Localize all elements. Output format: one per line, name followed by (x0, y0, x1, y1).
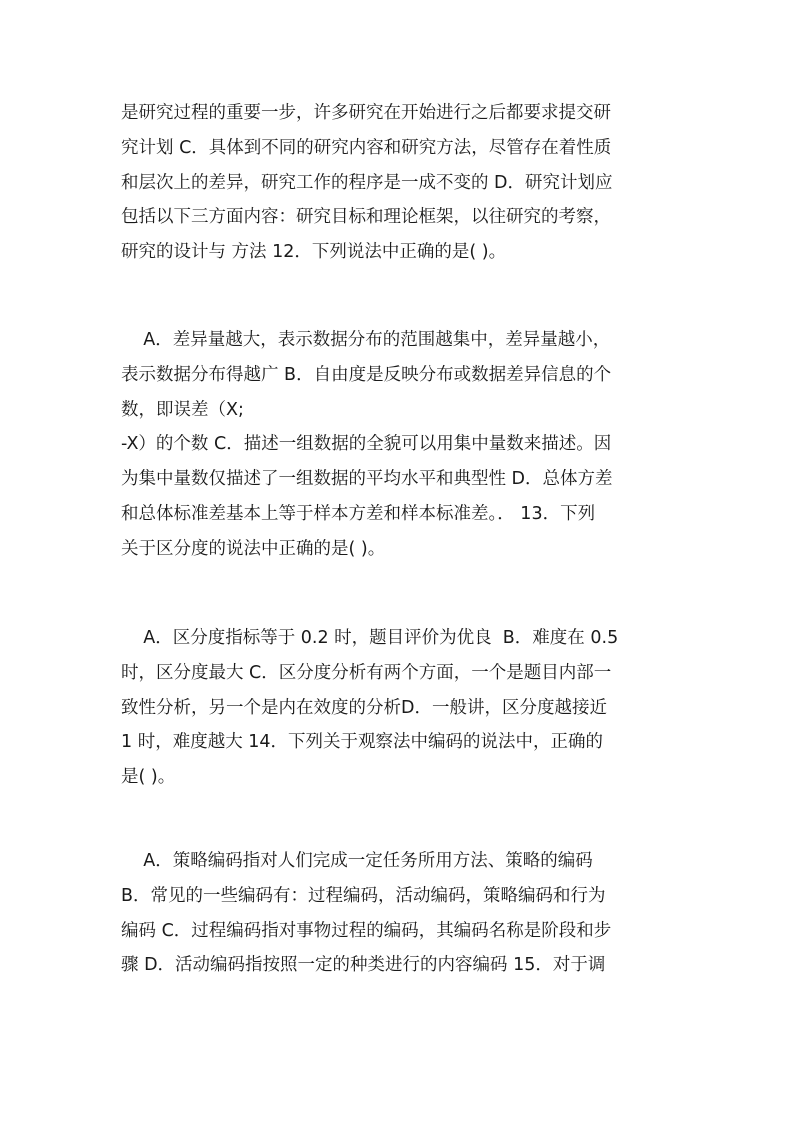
text-line: 究计划 C．具体到不同的研究内容和研究方法，尽管存在着性质 (121, 137, 612, 158)
text-line: 和总体标准差基本上等于样本方差和样本标准差。． 13．下列 (121, 503, 596, 524)
paragraph-4 (121, 844, 681, 983)
text-line: A．区分度指标等于 0.2 时，题目评价为优良 B．难度在 0.5 (121, 628, 619, 648)
paragraph-3 (121, 621, 681, 795)
text-line: A．差异量越大，表示数据分布的范围越集中，差异量越小， (121, 330, 611, 350)
text-line: 包括以下三方面内容：研究目标和理论框架，以往研究的考察， (121, 207, 611, 228)
text-line: 致性分析，另一个是内在效度的分析D．一般讲，区分度越接近 (121, 697, 607, 718)
text-line: 研究的设计与 方法 12．下列说法中正确的是( )。 (121, 242, 507, 263)
text-line: -X）的个数 C．描述一组数据的全貌可以用集中量数来描述。因 (121, 434, 612, 455)
text-line: 编码 C．过程编码指对事物过程的编码，其编码名称是阶段和步 (121, 920, 612, 941)
text-line: 1 时，难度越大 14．下列关于观察法中编码的说法中，正确的 (121, 732, 604, 753)
paragraph-2 (121, 323, 681, 567)
text-line: 数，即误差（X; (121, 399, 244, 420)
text-line: 是( )。 (121, 767, 176, 788)
text-line: 关于区分度的说法中正确的是( )。 (121, 538, 386, 559)
text-line: A．策略编码指对人们完成一定任务所用方法、策略的编码 (121, 851, 593, 871)
text-line: 是研究过程的重要一步，许多研究在开始进行之后都要求提交研 (121, 103, 611, 123)
text-line: 和层次上的差异，研究工作的程序是一成不变的 D．研究计划应 (121, 172, 613, 193)
text-line: 骤 D．活动编码指按照一定的种类进行的内容编码 15．对于调 (121, 955, 606, 976)
text-line: B．常见的一些编码有：过程编码，活动编码，策略编码和行为 (121, 885, 606, 906)
paragraph-1 (121, 96, 681, 270)
text-line: 为集中量数仅描述了一组数据的平均水平和典型性 D．总体方差 (121, 469, 613, 490)
text-line: 表示数据分布得越广 B．自由度是反映分布或数据差异信息的个 (121, 364, 612, 385)
text-line: 时，区分度最大 C．区分度分析有两个方面，一个是题目内部一 (121, 662, 612, 683)
